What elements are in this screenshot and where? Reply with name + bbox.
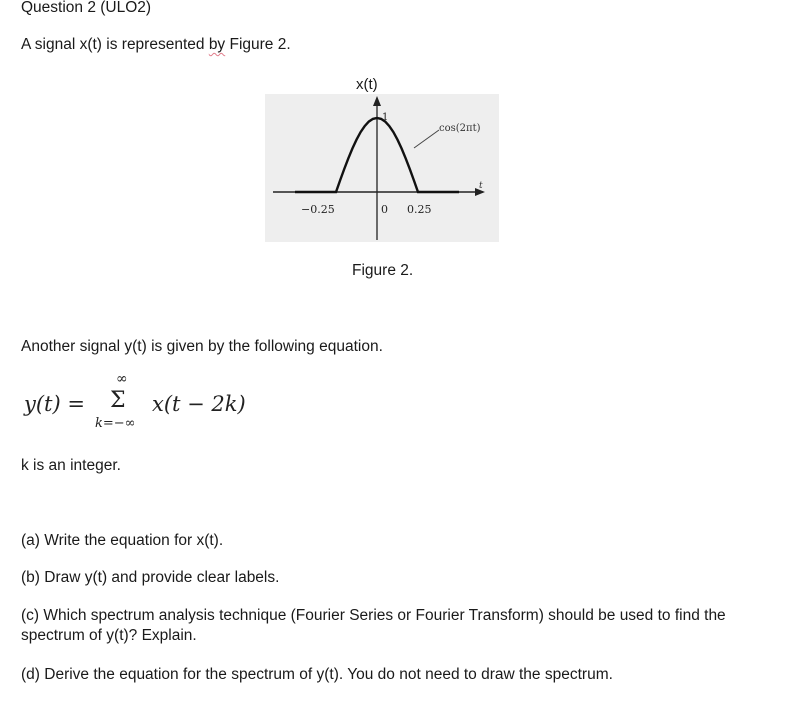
curve-label: cos(2πt) bbox=[439, 123, 481, 134]
part-a: (a) Write the equation for x(t). bbox=[21, 532, 224, 549]
sigma-symbol: Σ bbox=[110, 388, 126, 413]
spellcheck-underlined-word: by bbox=[208, 36, 226, 53]
tick-pos-0.25: 0.25 bbox=[407, 203, 432, 216]
intro-after: Figure 2. bbox=[225, 36, 291, 53]
another-signal-text: Another signal y(t) is given by the following equation. bbox=[21, 338, 383, 355]
equation-lhs: y(t) = bbox=[24, 392, 85, 416]
sum-upper-limit: ∞ bbox=[116, 371, 128, 387]
k-note: k is an integer. bbox=[21, 457, 121, 474]
figure-caption: Figure 2. bbox=[352, 262, 414, 279]
tick-neg-0.25: −0.25 bbox=[301, 203, 335, 216]
intro-text bbox=[21, 35, 291, 55]
peak-label: 1 bbox=[382, 112, 389, 123]
part-b: (b) Draw y(t) and provide clear labels. bbox=[21, 569, 280, 586]
figure-2-plot bbox=[265, 72, 499, 242]
question-title: Question 2 (ULO2) bbox=[21, 0, 152, 16]
part-c: (c) Which spectrum analysis technique (Fourier Series or Fourier Transform) should be used to find the spectrum of y(t)? Explain. bbox=[21, 607, 726, 644]
t-axis-label: t bbox=[479, 181, 483, 191]
part-d: (d) Derive the equation for the spectrum of y(t). You do not need to draw the spectrum. bbox=[21, 666, 613, 683]
figure-y-label: x(t) bbox=[356, 76, 378, 93]
equation-term: x(t − 2k) bbox=[152, 392, 246, 416]
sum-lower-limit: k=−∞ bbox=[95, 416, 136, 431]
intro-before: A signal x(t) is represented bbox=[21, 36, 209, 53]
tick-zero: 0 bbox=[381, 203, 388, 216]
figure-2 bbox=[265, 72, 499, 242]
